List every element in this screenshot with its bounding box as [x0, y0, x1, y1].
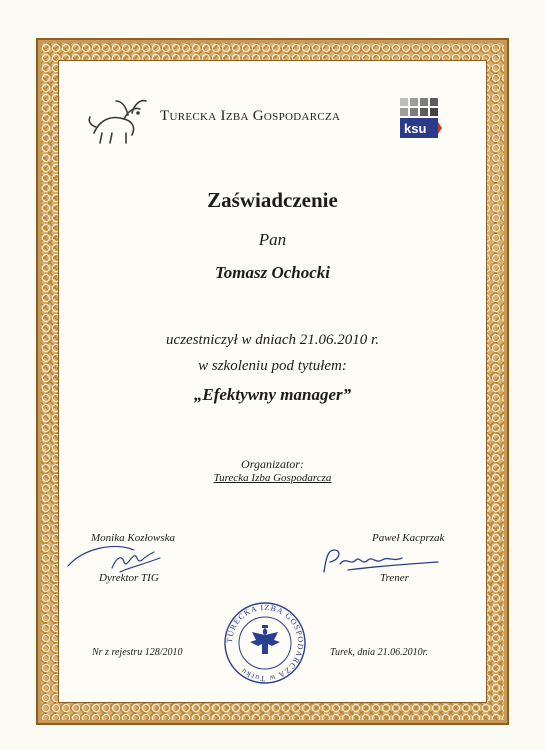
certificate-title: Zaświadczenie	[207, 188, 338, 212]
right-signer-role: Trener	[380, 572, 409, 584]
ksu-logo-icon	[398, 96, 442, 142]
right-signer-name: Paweł Kacprzak	[372, 532, 445, 544]
participation-text: uczestniczył w dniach 21.06.2010 r.	[166, 332, 379, 348]
salutation: Pan	[258, 230, 287, 249]
training-intro-text: w szkoleniu pod tytułem:	[198, 358, 347, 374]
eagle-icon	[250, 625, 280, 654]
seal-text: TURECKA IZBA GOSPODARCZA w Turku	[224, 602, 306, 684]
organizer-name: Turecka Izba Gospodarcza	[213, 472, 332, 484]
course-title: „Efektywny manager”	[193, 385, 352, 404]
official-seal	[222, 600, 308, 686]
recipient-name: Tomasz Ochocki	[214, 263, 331, 282]
registry-number: Nr z rejestru 128/2010	[92, 647, 183, 658]
organizer-label: Organizator:	[241, 457, 304, 471]
ksu-logo-text: ksu	[404, 121, 427, 136]
left-signer-name: Monika Kozłowska	[91, 532, 176, 544]
place-and-date: Turek, dnia 21.06.2010r.	[330, 647, 428, 658]
organization-header: Turecka Izba Gospodarcza	[160, 108, 341, 124]
left-signer-role: Dyrektor TIG	[99, 572, 159, 584]
goat-logo-icon	[82, 93, 152, 145]
